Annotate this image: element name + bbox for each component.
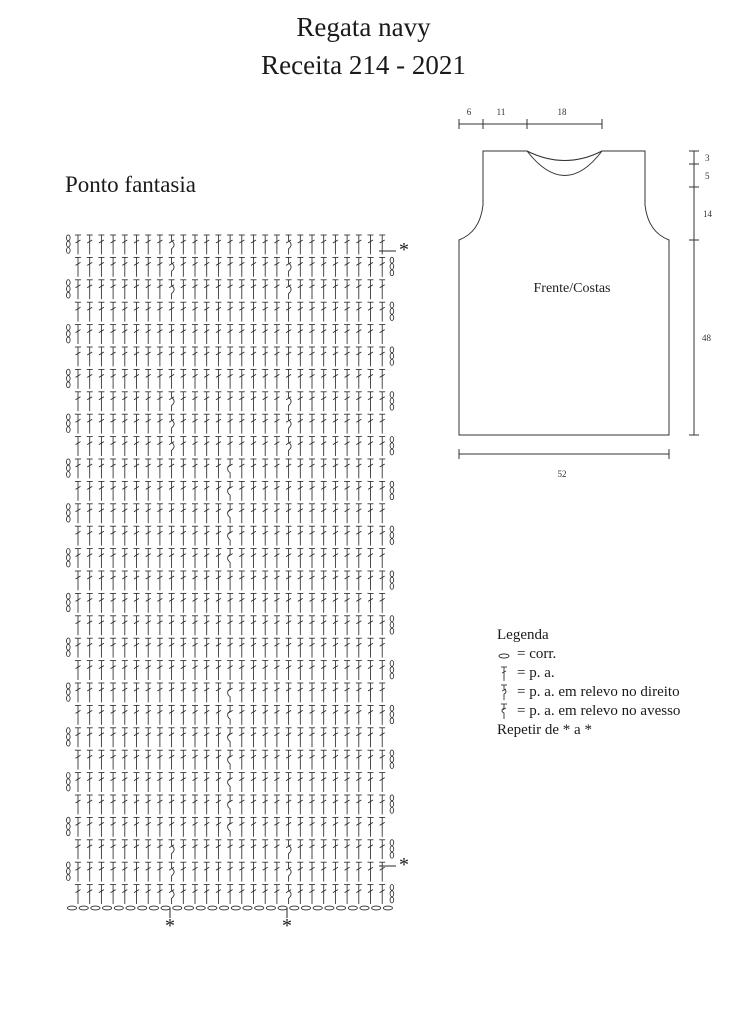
measure-6: 6 <box>466 107 472 117</box>
measure-14: 14 <box>703 209 712 219</box>
measure-3: 3 <box>705 153 710 163</box>
repeat-marker-0: * <box>165 915 175 937</box>
recipe-number: Receita 214 - 2021 <box>261 50 466 80</box>
repeat-marker-2: * <box>399 854 409 876</box>
legend-label-double-crochet: = p. a. <box>517 665 555 681</box>
repeat-marker-3: * <box>399 239 409 261</box>
legend-item-front-post <box>497 683 680 702</box>
measure-5: 5 <box>705 171 710 181</box>
pattern-title: Regata navy <box>296 12 431 42</box>
chart-title: Ponto fantasia <box>65 172 196 197</box>
chain-icon <box>497 645 517 664</box>
front-post-icon <box>497 683 517 702</box>
measure-52: 52 <box>557 469 567 479</box>
back-post-icon <box>497 702 517 721</box>
legend <box>497 626 680 740</box>
piece-label: Frente/Costas <box>533 281 611 296</box>
legend-item-double-crochet <box>497 664 680 683</box>
repeat-note: Repetir de * a * <box>497 722 592 738</box>
repeat-marker-1: * <box>282 915 292 937</box>
legend-title: Legenda <box>497 627 549 643</box>
legend-label-chain: = corr. <box>517 646 557 662</box>
measure-18: 18 <box>557 107 567 117</box>
legend-label-front-post: = p. a. em relevo no direito <box>517 684 680 700</box>
back-neckline <box>527 151 602 161</box>
measure-48: 48 <box>702 333 711 343</box>
legend-item-chain <box>497 645 680 664</box>
legend-label-back-post: = p. a. em relevo no avesso <box>517 703 681 719</box>
double-crochet-icon <box>497 664 517 683</box>
measure-11: 11 <box>496 107 506 117</box>
legend-item-back-post <box>497 702 680 721</box>
